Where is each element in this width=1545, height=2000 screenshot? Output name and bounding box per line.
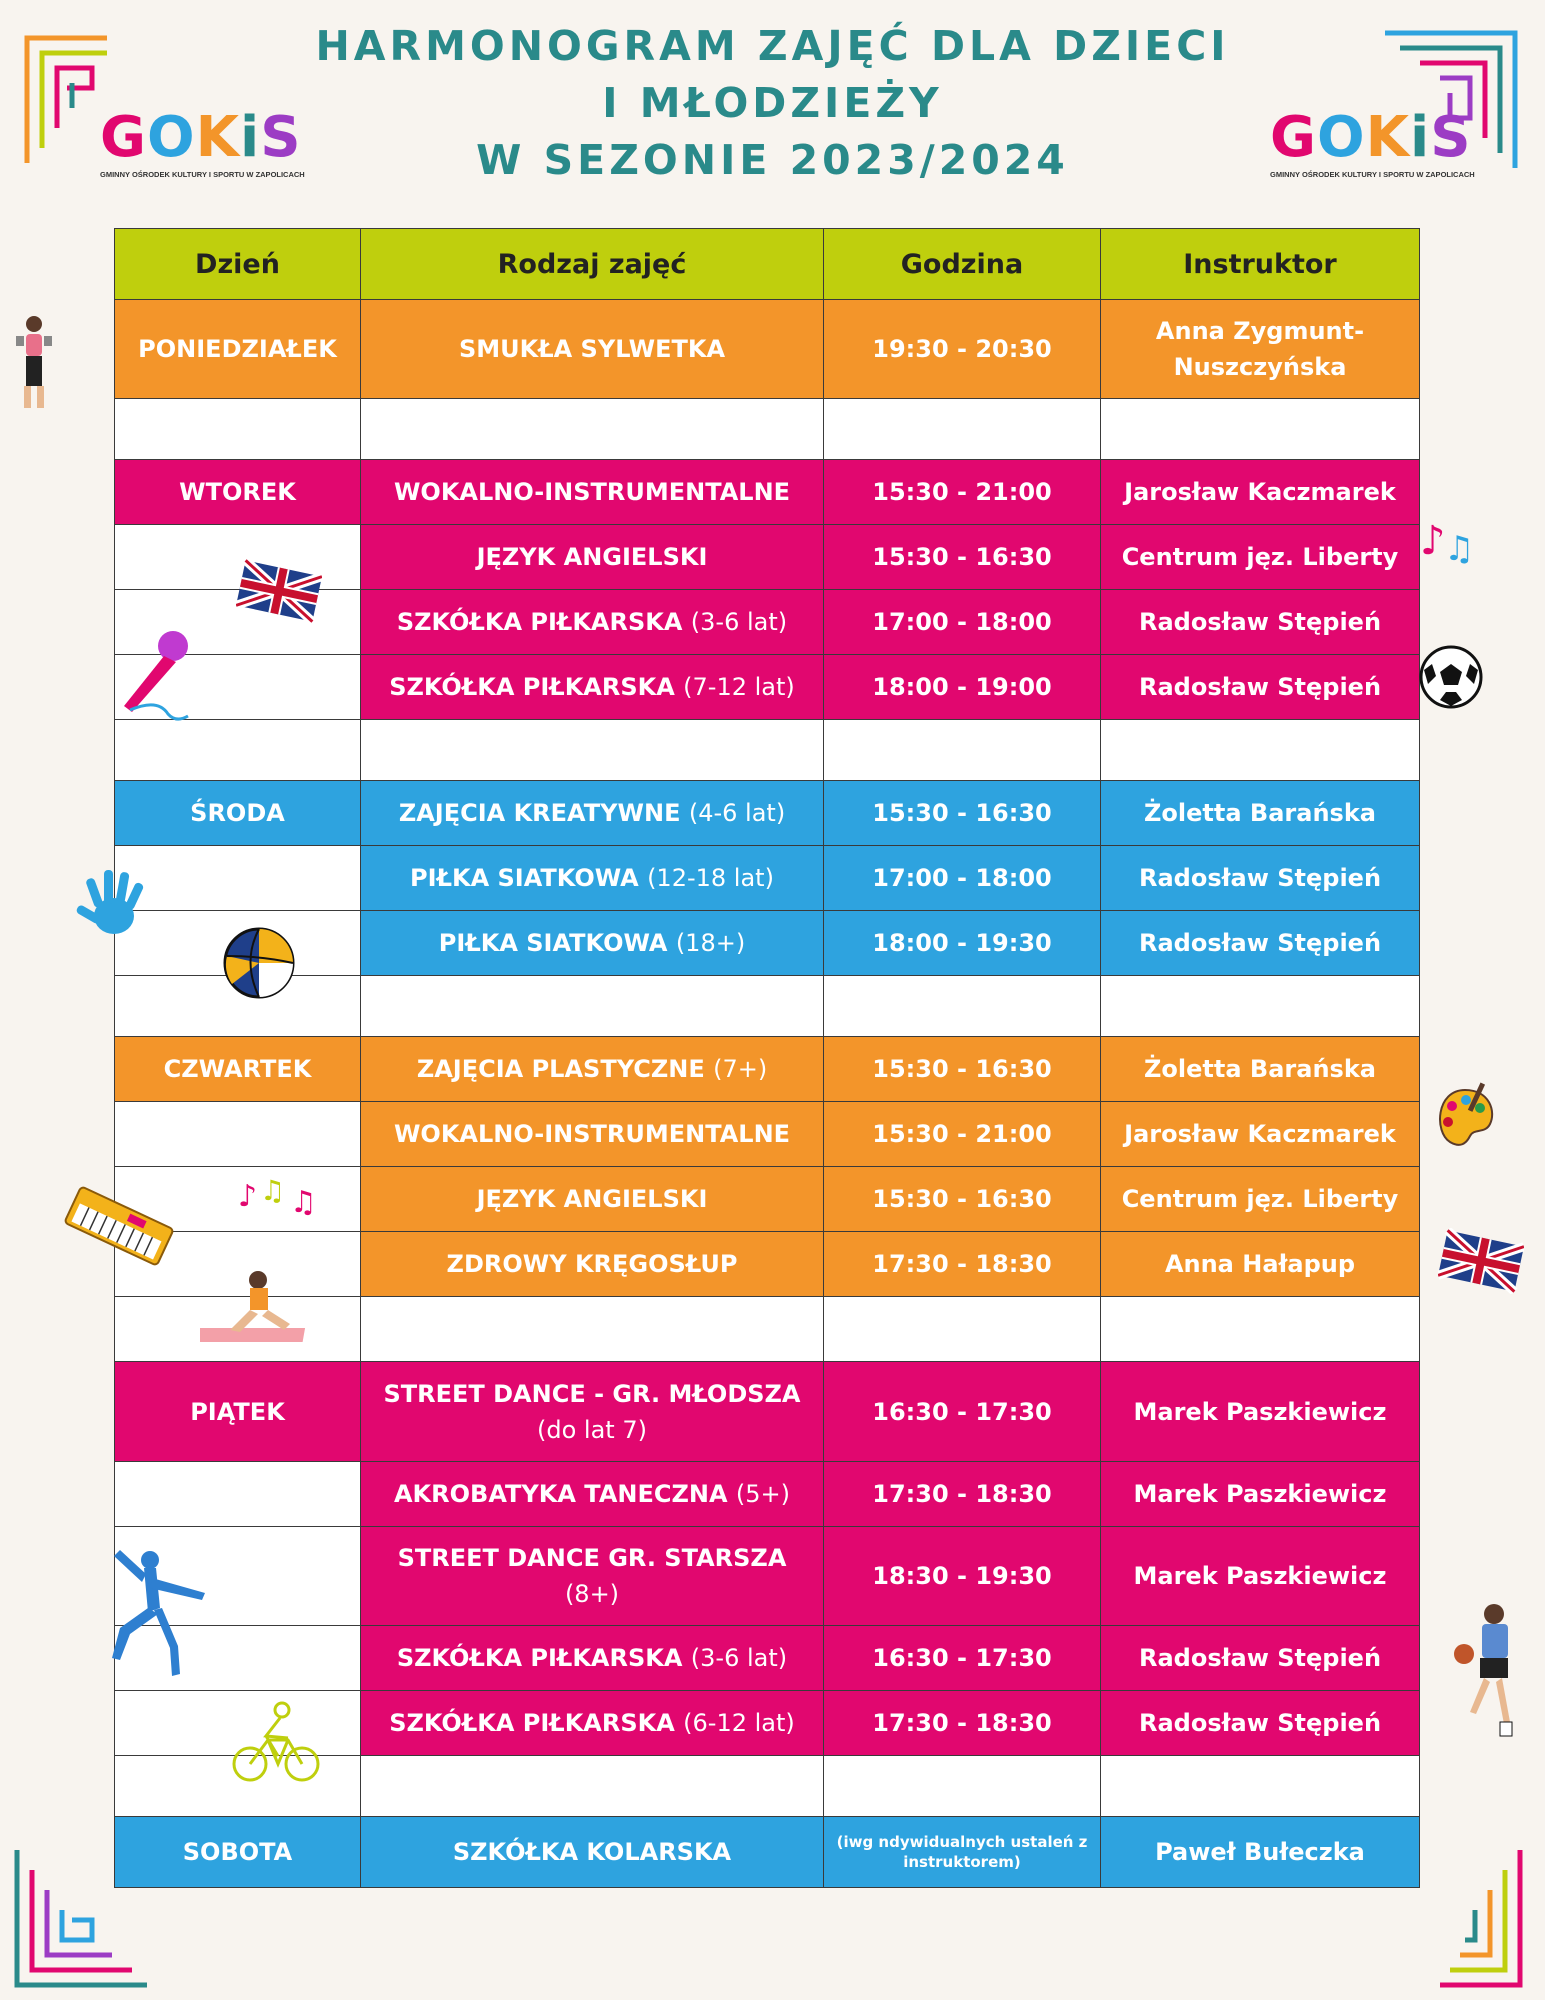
title-line-3: W SEZONIE 2023/2024: [476, 136, 1069, 184]
logo-letter: S: [1430, 105, 1472, 170]
hour-cell: 15:30 - 21:00: [824, 1102, 1101, 1167]
instructor-cell: Paweł Bułeczka: [1101, 1817, 1420, 1888]
table-row: [115, 911, 1420, 976]
activity-cell: [361, 1527, 824, 1626]
title-line-2: I MŁODZIEŻY: [602, 79, 943, 127]
activity-note: (7-12 lat): [683, 673, 795, 701]
instructor-cell: Radosław Stępień: [1101, 1691, 1420, 1756]
uk-flag-icon: [236, 558, 322, 624]
day-cell: CZWARTEK: [115, 1037, 361, 1102]
activity-name: JĘZYK ANGIELSKI: [476, 543, 708, 571]
activity-note: (3-6 lat): [690, 608, 788, 636]
logo-letter: i: [1409, 105, 1431, 170]
activity-name: SZKÓŁKA PIŁKARSKA: [396, 1644, 683, 1672]
activity-cell: [361, 1102, 824, 1167]
activity-cell: [361, 590, 824, 655]
activity-name: SZKÓŁKA PIŁKARSKA: [389, 1709, 675, 1737]
gokis-logo-left: [100, 105, 310, 188]
activity-note: (5+): [735, 1480, 791, 1508]
music-notes-icon: [1418, 512, 1478, 572]
logo-letter: S: [260, 105, 302, 170]
logo-letter: K: [195, 105, 240, 170]
table-row: [115, 1817, 1420, 1888]
activity-name: SZKÓŁKA KOLARSKA: [452, 1838, 732, 1866]
uk-flag-icon: [1438, 1228, 1524, 1294]
table-row: [115, 1626, 1420, 1691]
hour-cell: 17:00 - 18:00: [824, 590, 1101, 655]
instructor-cell: Jarosław Kaczmarek: [1101, 1102, 1420, 1167]
activity-cell: [361, 781, 824, 846]
music-notes-icon: [238, 1170, 324, 1222]
logo-letter: G: [100, 105, 147, 170]
instructor-cell: Radosław Stępień: [1101, 590, 1420, 655]
activity-note: (3-6 lat): [690, 1644, 788, 1672]
activity-note: (12-18 lat): [647, 864, 774, 892]
hour-cell: (iwg ndywidualnych ustaleń z instruktorem): [824, 1817, 1101, 1888]
activity-name: PIŁKA SIATKOWA: [410, 864, 639, 892]
volleyball-icon: [222, 926, 296, 1000]
logo-letter: O: [1316, 105, 1366, 170]
schedule-table: [114, 228, 1420, 1888]
table-row: [115, 460, 1420, 525]
yoga-woman-icon: [200, 1266, 320, 1346]
svg-text:♪: ♪: [1420, 518, 1446, 564]
activity-name: PIŁKA SIATKOWA: [438, 929, 668, 957]
activity-name: ZAJĘCIA KREATYWNE: [398, 799, 681, 827]
activity-cell: [361, 846, 824, 911]
activity-name: WOKALNO-INSTRUMENTALNE: [393, 1120, 791, 1148]
logo-letters: [100, 105, 310, 170]
dancer-icon: [110, 1548, 210, 1678]
activity-cell: [361, 1232, 824, 1297]
activity-note: (do lat 7): [537, 1415, 647, 1444]
day-cell: [115, 1102, 361, 1167]
svg-text:♫: ♫: [1444, 529, 1475, 569]
table-row: [115, 655, 1420, 720]
svg-text:♫: ♫: [260, 1174, 286, 1207]
instructor-cell: Żoletta Barańska: [1101, 1037, 1420, 1102]
table-row: [115, 300, 1420, 399]
instructor-cell: Radosław Stępień: [1101, 655, 1420, 720]
logo-letter: i: [239, 105, 261, 170]
instructor-cell: Anna Zygmunt-Nuszczyńska: [1101, 300, 1420, 399]
hour-cell: 17:00 - 18:00: [824, 846, 1101, 911]
day-cell: PIĄTEK: [115, 1362, 361, 1462]
instructor-cell: Marek Paszkiewicz: [1101, 1462, 1420, 1527]
logo-subtitle: GMINNY OŚRODEK KULTURY I SPORTU W ZAPOLICACH: [100, 170, 305, 179]
logo-subtitle: GMINNY OŚRODEK KULTURY I SPORTU W ZAPOLICACH: [1270, 170, 1475, 179]
activity-name: SZKÓŁKA PIŁKARSKA: [389, 673, 675, 701]
logo-letter: G: [1270, 105, 1317, 170]
activity-name: SZKÓŁKA PIŁKARSKA: [396, 608, 683, 636]
activity-note: (7+): [713, 1055, 768, 1083]
activity-name: AKROBATYKA TANECZNA: [393, 1480, 728, 1508]
soccer-ball-icon: [1418, 644, 1484, 710]
hour-cell: 15:30 - 16:30: [824, 781, 1101, 846]
spacer-row: [115, 976, 1420, 1037]
day-cell: WTOREK: [115, 460, 361, 525]
football-player-icon: [1450, 1602, 1520, 1752]
header-instructor: Instruktor: [1101, 229, 1420, 300]
table-row: [115, 1037, 1420, 1102]
instructor-cell: Centrum jęz. Liberty: [1101, 525, 1420, 590]
instructor-cell: Marek Paszkiewicz: [1101, 1362, 1420, 1462]
hour-cell: 17:30 - 18:30: [824, 1691, 1101, 1756]
instructor-cell: Jarosław Kaczmarek: [1101, 460, 1420, 525]
corner-ornament-top-left: [22, 28, 112, 168]
instructor-cell: Anna Hałapup: [1101, 1232, 1420, 1297]
activity-name: JĘZYK ANGIELSKI: [476, 1185, 708, 1213]
spacer-row: [115, 399, 1420, 460]
activity-name: SMUKŁA SYLWETKA: [458, 335, 726, 363]
header-hour: Godzina: [824, 229, 1101, 300]
table-row: [115, 1102, 1420, 1167]
hour-cell: 18:00 - 19:30: [824, 911, 1101, 976]
instructor-cell: Żoletta Barańska: [1101, 781, 1420, 846]
corner-ornament-bottom-right: [1435, 1845, 1525, 1990]
instructor-cell: Radosław Stępień: [1101, 846, 1420, 911]
table-row: [115, 846, 1420, 911]
table-row: [115, 1362, 1420, 1462]
hour-cell: 16:30 - 17:30: [824, 1362, 1101, 1462]
hour-cell: 17:30 - 18:30: [824, 1232, 1101, 1297]
activity-note: (8+): [564, 1580, 620, 1608]
activity-cell: [361, 911, 824, 976]
activity-cell: [361, 1167, 824, 1232]
instructor-cell: Centrum jęz. Liberty: [1101, 1167, 1420, 1232]
activity-cell: [361, 1037, 824, 1102]
hour-cell: 18:00 - 19:00: [824, 655, 1101, 720]
hour-cell: 15:30 - 16:30: [824, 1167, 1101, 1232]
activity-name: ZDROWY KRĘGOSŁUP: [446, 1250, 738, 1278]
activity-name: STREET DANCE GR. STARSZA: [397, 1544, 787, 1572]
activity-cell: [361, 1362, 824, 1462]
activity-name: WOKALNO-INSTRUMENTALNE: [393, 478, 791, 506]
activity-note: (18+): [675, 929, 746, 957]
activity-note: (4-6 lat): [688, 799, 786, 827]
palette-icon: [1430, 1082, 1500, 1152]
table-row: [115, 1527, 1420, 1626]
day-cell: ŚRODA: [115, 781, 361, 846]
header-day: Dzień: [115, 229, 361, 300]
hour-cell: 18:30 - 19:30: [824, 1527, 1101, 1626]
table-header-row: [115, 229, 1420, 300]
cyclist-icon: [232, 1700, 322, 1790]
title-line-1: HARMONOGRAM ZAJĘĆ DLA DZIECI: [315, 22, 1230, 70]
corner-ornament-top-right: [1380, 28, 1520, 173]
header-activity: Rodzaj zajęć: [361, 229, 824, 300]
activity-name: STREET DANCE - GR. MŁODSZA: [383, 1379, 801, 1408]
logo-letter: K: [1365, 105, 1410, 170]
activity-note: (6-12 lat): [683, 1709, 795, 1737]
instructor-cell: Radosław Stępień: [1101, 1626, 1420, 1691]
activity-cell: [361, 655, 824, 720]
instructor-cell: Marek Paszkiewicz: [1101, 1527, 1420, 1626]
hour-cell: 17:30 - 18:30: [824, 1462, 1101, 1527]
hour-cell: 15:30 - 16:30: [824, 525, 1101, 590]
day-cell: SOBOTA: [115, 1817, 361, 1888]
hand-print-icon: [74, 868, 156, 948]
instructor-cell: Radosław Stępień: [1101, 911, 1420, 976]
day-cell: [115, 1462, 361, 1527]
hour-cell: 16:30 - 17:30: [824, 1626, 1101, 1691]
table-row: [115, 1462, 1420, 1527]
microphone-icon: [118, 628, 198, 723]
fitness-woman-icon: [12, 312, 57, 412]
svg-text:♫: ♫: [290, 1185, 317, 1220]
spacer-row: [115, 720, 1420, 781]
activity-cell: [361, 1817, 824, 1888]
activity-cell: [361, 1691, 824, 1756]
hour-cell: 15:30 - 16:30: [824, 1037, 1101, 1102]
svg-text:♪: ♪: [238, 1179, 258, 1214]
logo-letter: O: [146, 105, 196, 170]
activity-name: ZAJĘCIA PLASTYCZNE: [416, 1055, 705, 1083]
keyboard-icon: [64, 1176, 174, 1276]
activity-cell: [361, 1626, 824, 1691]
hour-cell: 15:30 - 21:00: [824, 460, 1101, 525]
table-row: [115, 781, 1420, 846]
activity-cell: [361, 1462, 824, 1527]
activity-cell: [361, 460, 824, 525]
hour-cell: 19:30 - 20:30: [824, 300, 1101, 399]
day-cell: PONIEDZIAŁEK: [115, 300, 361, 399]
activity-cell: [361, 525, 824, 590]
activity-cell: [361, 300, 824, 399]
